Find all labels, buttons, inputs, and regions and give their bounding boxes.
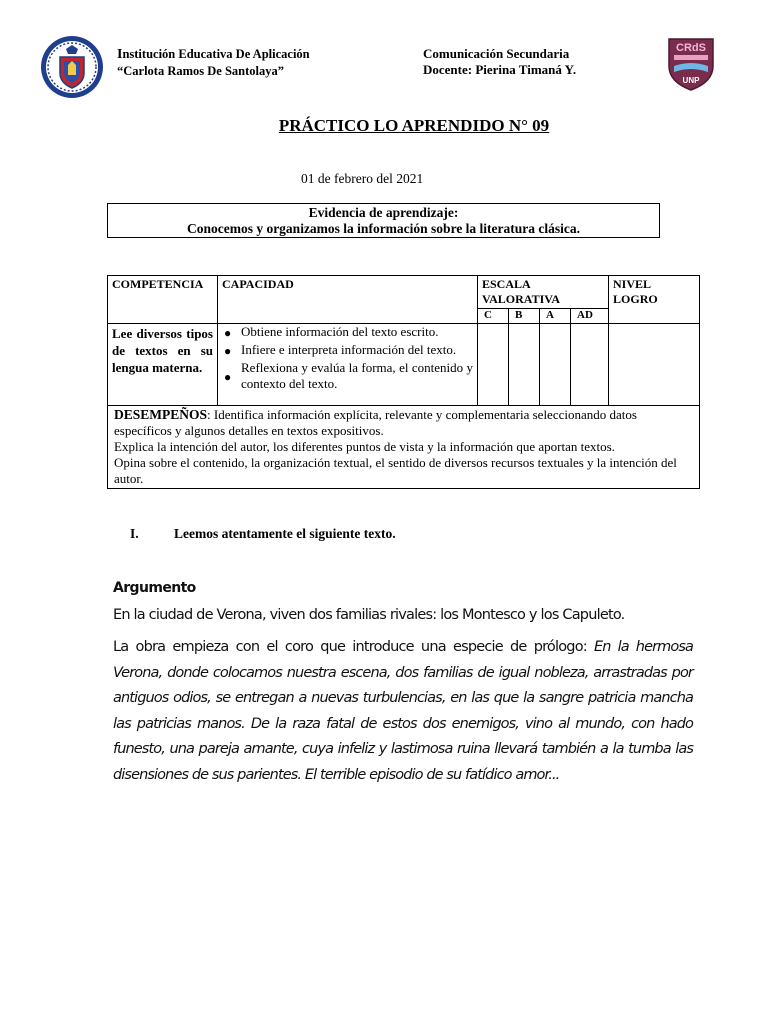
institution-line1: nstitución Educativa De Aplicación bbox=[122, 47, 310, 61]
argument-quote: En la hermosa Verona, donde colocamos nuestra escena, dos familias de igual nobleza, arrastradas por antiguos odios, se entregan a nuevas turbulencias, en las que la sangre patricia mancha las patricias manos. De la raza fatal de estos dos enemigos, vino al mundo, con hado funesto, una pareja amante, cuya infeliz y lastimosa ruina llevará también a la tumba las disensiones de sus parientes. El terrible episodio de su fatídico amor... bbox=[113, 639, 693, 783]
competencia-header: COMPETENCIA bbox=[108, 276, 218, 324]
logo-right-bottom-text: UNP bbox=[682, 76, 700, 85]
argument-heading: Argumento bbox=[113, 580, 196, 596]
capacidad-header: CAPACIDAD bbox=[218, 276, 478, 324]
capacidad-text: Reflexiona y evalúa la forma, el contenido y contexto del texto. bbox=[241, 360, 473, 391]
nivel-cell[interactable] bbox=[609, 324, 700, 406]
desempenos-label: DESEMPEÑOS bbox=[114, 407, 208, 422]
argument-paragraph-2 bbox=[113, 635, 693, 788]
school-crest-icon bbox=[40, 35, 104, 99]
bullet-icon: ● bbox=[224, 370, 232, 384]
evidence-text: Conocemos y organizamos la información sobre la literatura clásica. bbox=[186, 221, 581, 236]
unp-shield-icon bbox=[666, 36, 716, 92]
argument-block bbox=[113, 580, 693, 788]
desempenos-text-2: Explica la intención del autor, los diferentes puntos de vista y la información que aportan textos. bbox=[114, 439, 615, 454]
bullet-icon: ● bbox=[224, 326, 232, 340]
desempenos-text-3: Opina sobre el contenido, la organización textual, el sentido de diversos recursos textuales y la intención del autor. bbox=[114, 455, 677, 486]
institution-line2: “Carlota Ramos De Santolaya” bbox=[117, 64, 285, 78]
evidence-label: Evidencia de aprendizaje: bbox=[308, 205, 459, 220]
score-cell-ad[interactable] bbox=[571, 324, 609, 406]
level-b: B bbox=[509, 309, 540, 324]
evidence-box bbox=[107, 203, 660, 238]
score-cell-c[interactable] bbox=[478, 324, 509, 406]
capacidad-item bbox=[224, 360, 473, 392]
section-number: I. bbox=[130, 526, 139, 541]
institution-name bbox=[117, 46, 310, 79]
desempenos-cell bbox=[108, 406, 700, 489]
argument-paragraph-1: En la ciudad de Verona, viven dos familias rivales: los Montesco y los Capuleto. bbox=[113, 607, 625, 623]
desempenos-text-1: : Identifica información explícita, relevante y complementaria seleccionando datos específicos y algunos detalles en textos expositivos. bbox=[114, 407, 637, 438]
capacidad-text: Infiere e interpreta información del texto. bbox=[241, 342, 457, 357]
course-name: Comunicación Secundaria bbox=[423, 46, 570, 61]
capacidades-list bbox=[218, 324, 478, 406]
level-a: A bbox=[540, 309, 571, 324]
escala-header: ESCALA VALORATIVA bbox=[478, 276, 609, 309]
score-cell-b[interactable] bbox=[509, 324, 540, 406]
course-info bbox=[423, 46, 576, 78]
score-cell-a[interactable] bbox=[540, 324, 571, 406]
document-date: 01 de febrero del 2021 bbox=[301, 171, 424, 186]
level-c: C bbox=[478, 309, 509, 324]
competency-table bbox=[107, 275, 700, 489]
section-heading bbox=[130, 526, 396, 542]
capacidad-item bbox=[224, 342, 473, 360]
page-title: PRÁCTICO LO APRENDIDO N° 09 bbox=[278, 116, 550, 135]
capacidad-text: Obtiene información del texto escrito. bbox=[241, 324, 439, 339]
section-text: Leemos atentamente el siguiente texto. bbox=[174, 526, 396, 541]
institution-initial: I bbox=[117, 47, 123, 62]
teacher-name: Docente: Pierina Timaná Y. bbox=[423, 62, 577, 77]
nivel-header: NIVEL LOGRO bbox=[609, 276, 700, 324]
level-ad: AD bbox=[571, 309, 609, 324]
logo-right-top-text: CRdS bbox=[676, 42, 706, 54]
capacidad-item bbox=[224, 324, 473, 342]
argument-intro: La obra empieza con el coro que introduce una especie de prólogo: bbox=[113, 639, 595, 655]
bullet-icon: ● bbox=[224, 344, 232, 358]
competencia-text: Lee diversos tipos de textos en su lengua materna. bbox=[108, 324, 218, 406]
